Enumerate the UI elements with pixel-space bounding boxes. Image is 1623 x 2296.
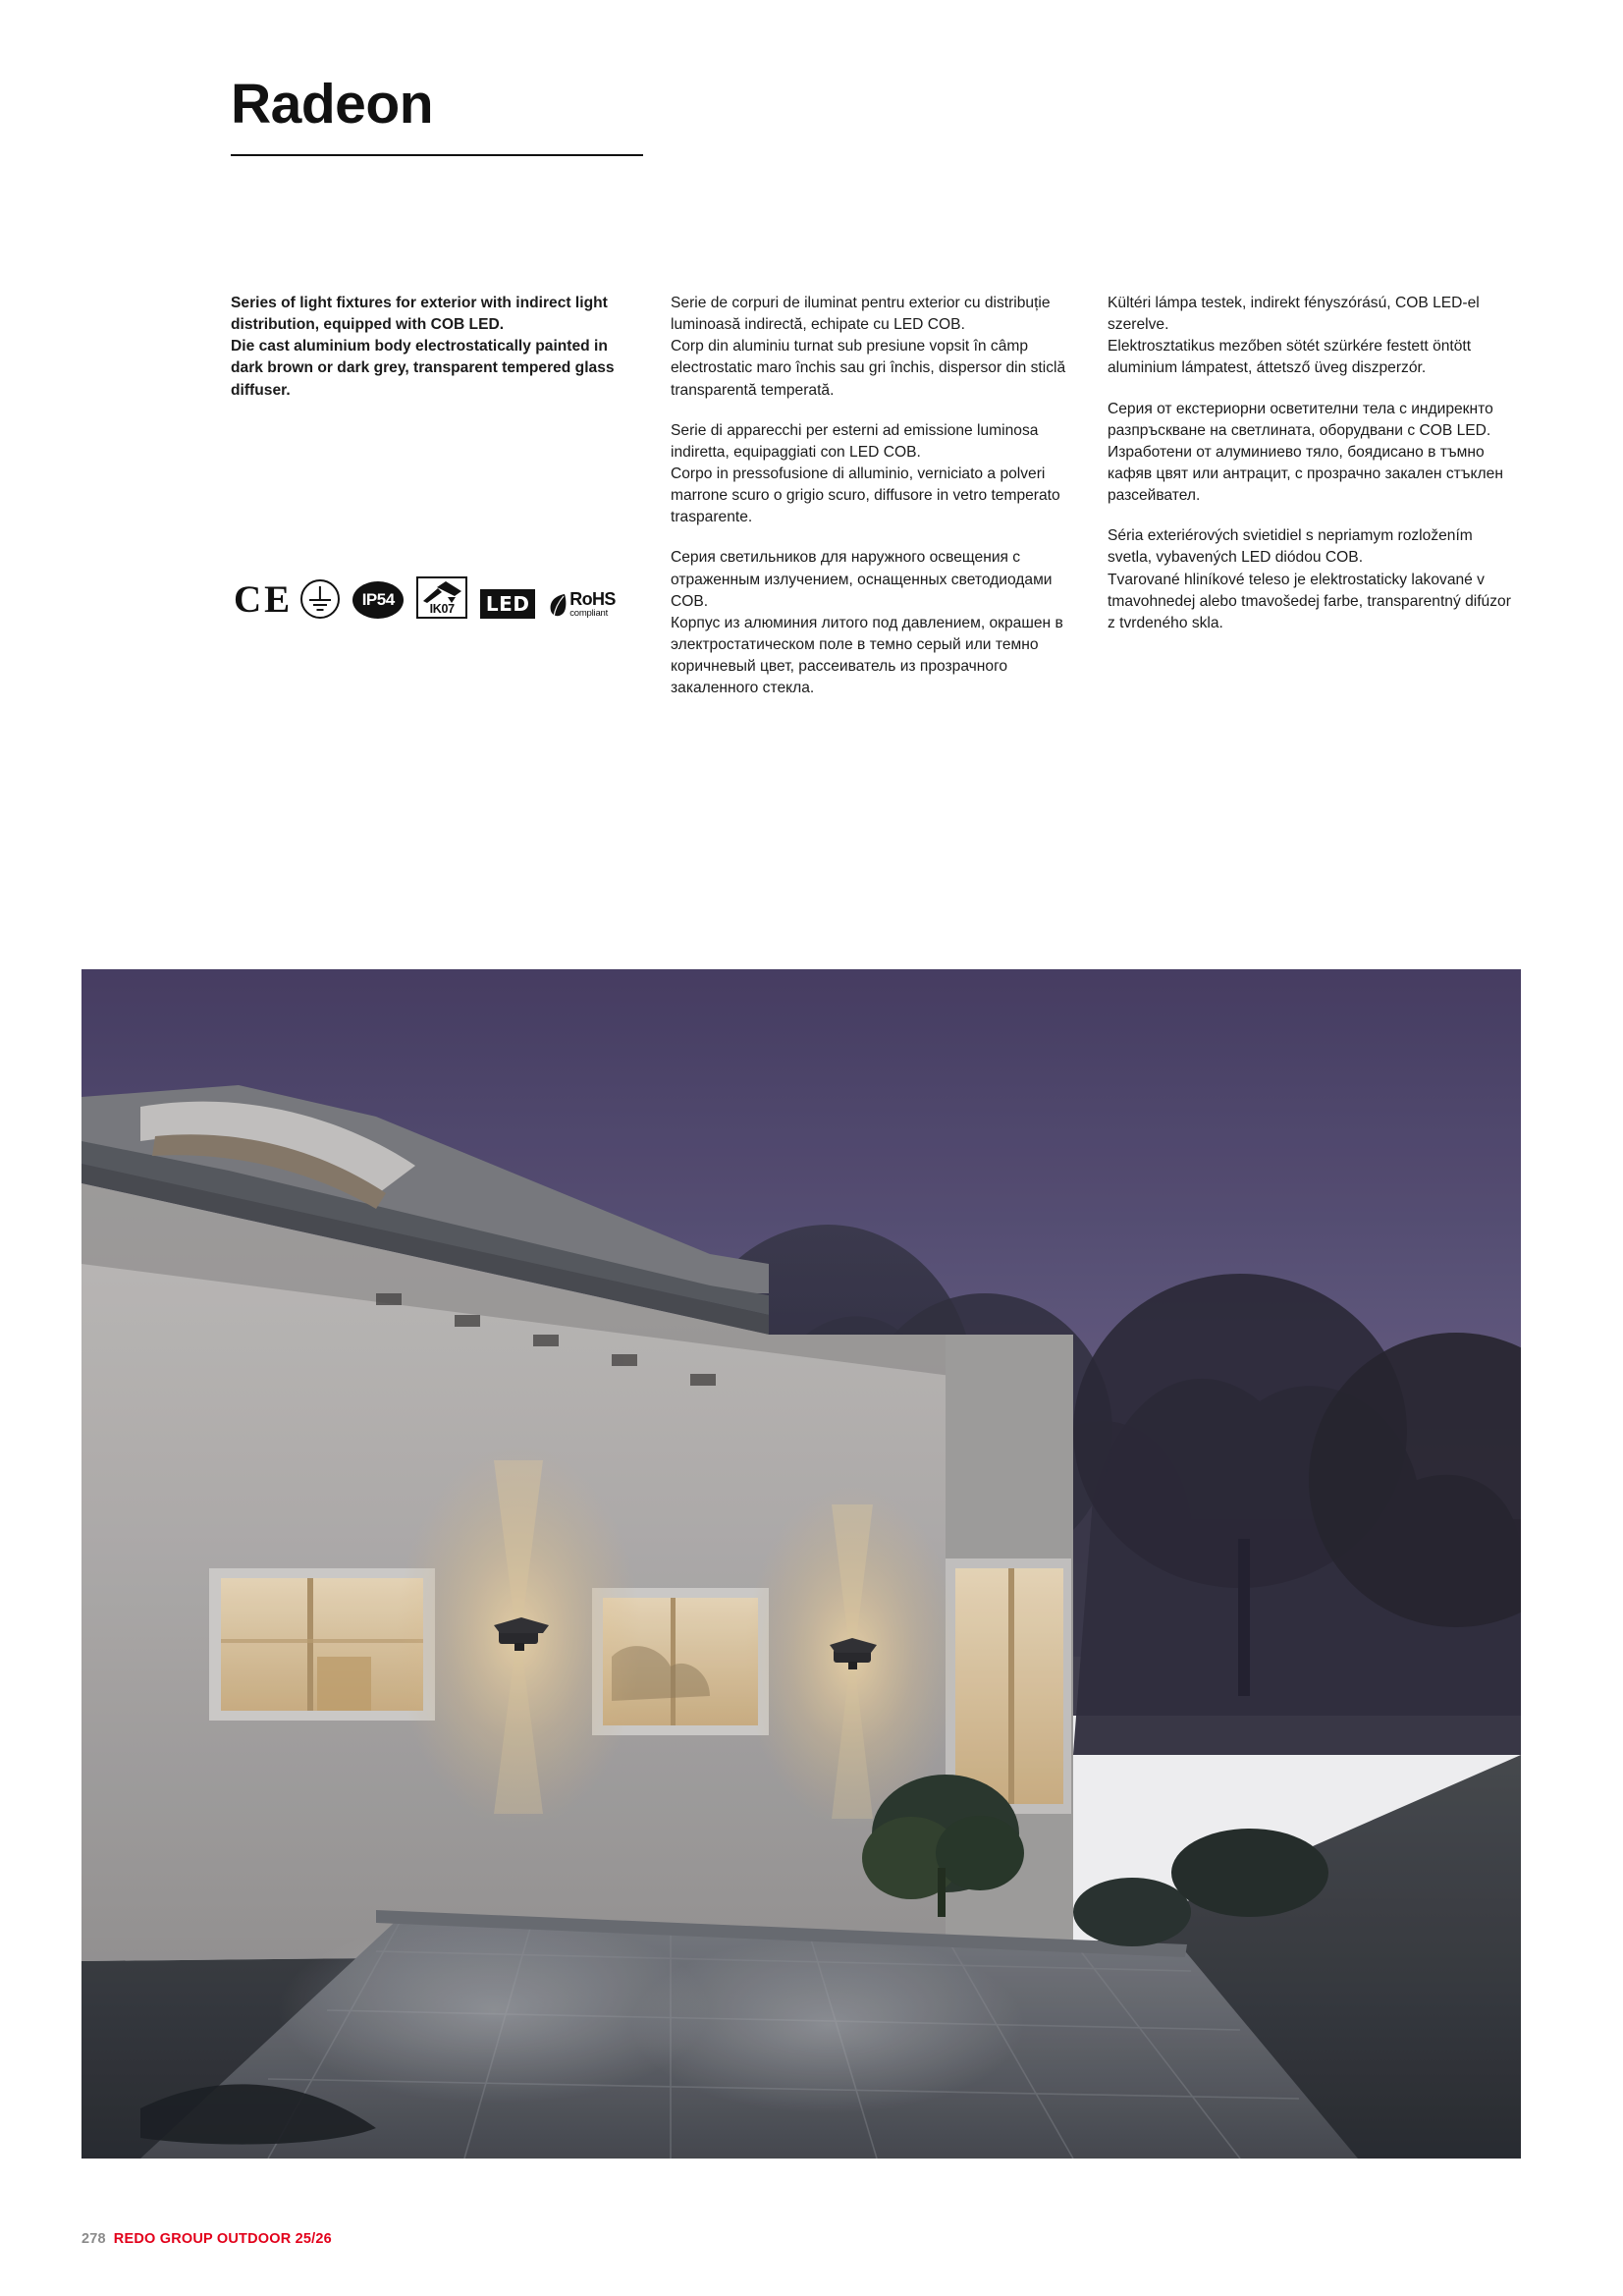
page-title: Radeon — [231, 73, 434, 136]
description-russian-line-2: Корпус из алюминия литого под давлением, окрашен в электростатическом поле в темно серый или темно коричневый цвет, рассеиватель из прозрачного закаленного стекла. — [671, 614, 1063, 697]
description-column-romanian-italian-russian — [671, 293, 1073, 699]
ip-rating-badge — [352, 581, 404, 619]
hammer-icon — [422, 581, 463, 603]
ce-mark-e-letter: E — [264, 578, 289, 621]
footer-page-number: 278 — [81, 2231, 106, 2247]
ce-mark-icon — [234, 578, 289, 621]
description-english-line-1: Series of light fixtures for exterior with indirect light distribution, equipped with COB LED. — [231, 295, 608, 334]
description-english-line-2: Die cast aluminium body electrostatically painted in dark brown or dark grey, transparent tempered glass diffuser. — [231, 338, 615, 399]
impact-rating-label: IK07 — [429, 602, 455, 616]
ce-mark-c-letter: C — [234, 578, 260, 621]
description-bulgarian-line-1: Серия от екстериорни осветителни тела с индирекнто разпръскване на светлината, оборудвани с COB LED. — [1108, 400, 1493, 439]
description-column-english-russian — [231, 293, 623, 402]
page-title-block — [231, 73, 643, 156]
footer-brand-label: REDO GROUP OUTDOOR 25/26 — [113, 2231, 332, 2247]
certification-icon-strip — [234, 560, 626, 619]
description-hungarian-line-1: Kültéri lámpa testek, indirekt fényszórású, COB LED-el szerelve. — [1108, 295, 1480, 334]
description-column-hungarian-bulgarian-slovak — [1108, 293, 1515, 634]
leaf-icon — [548, 593, 567, 619]
impact-rating-badge — [416, 576, 467, 619]
description-italian-line-1: Serie di apparecchi per esterni ad emissione luminosa indiretta, equipaggiati con LED COB. — [671, 421, 1039, 461]
ip-rating-label: IP54 — [352, 581, 404, 619]
description-bulgarian-line-2: Изработени от алуминиево тяло, боядисано в тъмно кафяв цвят или антрацит, с прозрачно закален стъклен разсейвател. — [1108, 443, 1503, 505]
description-slovak-line-2: Tvarované hliníkové teleso je elektrostaticky lakované v tmavohnedej alebo tmavošedej farbe, transparentný difúzor z tvrdeného skla. — [1108, 571, 1511, 631]
description-russian-line-1: Серия светильников для наружного освещения с отраженным излучением, оснащенных светодиодами COB. — [671, 549, 1053, 610]
rohs-label: RoHS — [569, 589, 616, 610]
led-label: LED — [480, 589, 535, 619]
led-badge — [480, 589, 535, 619]
description-hungarian-line-2: Elektrosztatikus mezőben sötét szürkére festett öntött aluminium lámpatest, áttetsző üveg diszperzór. — [1108, 338, 1472, 377]
rohs-sublabel: compliant — [569, 608, 609, 620]
description-italian-line-2: Corpo in pressofusione di alluminio, verniciato a polveri marrone scuro o grigio scuro, diffusore in vetro temperato trasparente. — [671, 465, 1060, 526]
page-footer — [81, 2231, 332, 2247]
description-romanian-line-1: Serie de corpuri de iluminat pentru exterior cu distribuție luminoasă indirectă, echipate cu LED COB. — [671, 295, 1051, 334]
earth-ground-icon — [300, 579, 340, 619]
title-underline-rule — [231, 154, 643, 156]
description-slovak-line-1: Séria exteriérových svietidiel s nepriamym rozložením svetla, vybavených LED diódou COB. — [1108, 527, 1473, 567]
description-romanian-line-2: Corp din aluminiu turnat sub presiune vopsit în câmp electrostatic maro închis sau gri închis, dispersor din sticlă transparentă temperată. — [671, 338, 1066, 399]
rohs-badge — [548, 590, 616, 619]
product-application-photo — [81, 969, 1521, 2159]
